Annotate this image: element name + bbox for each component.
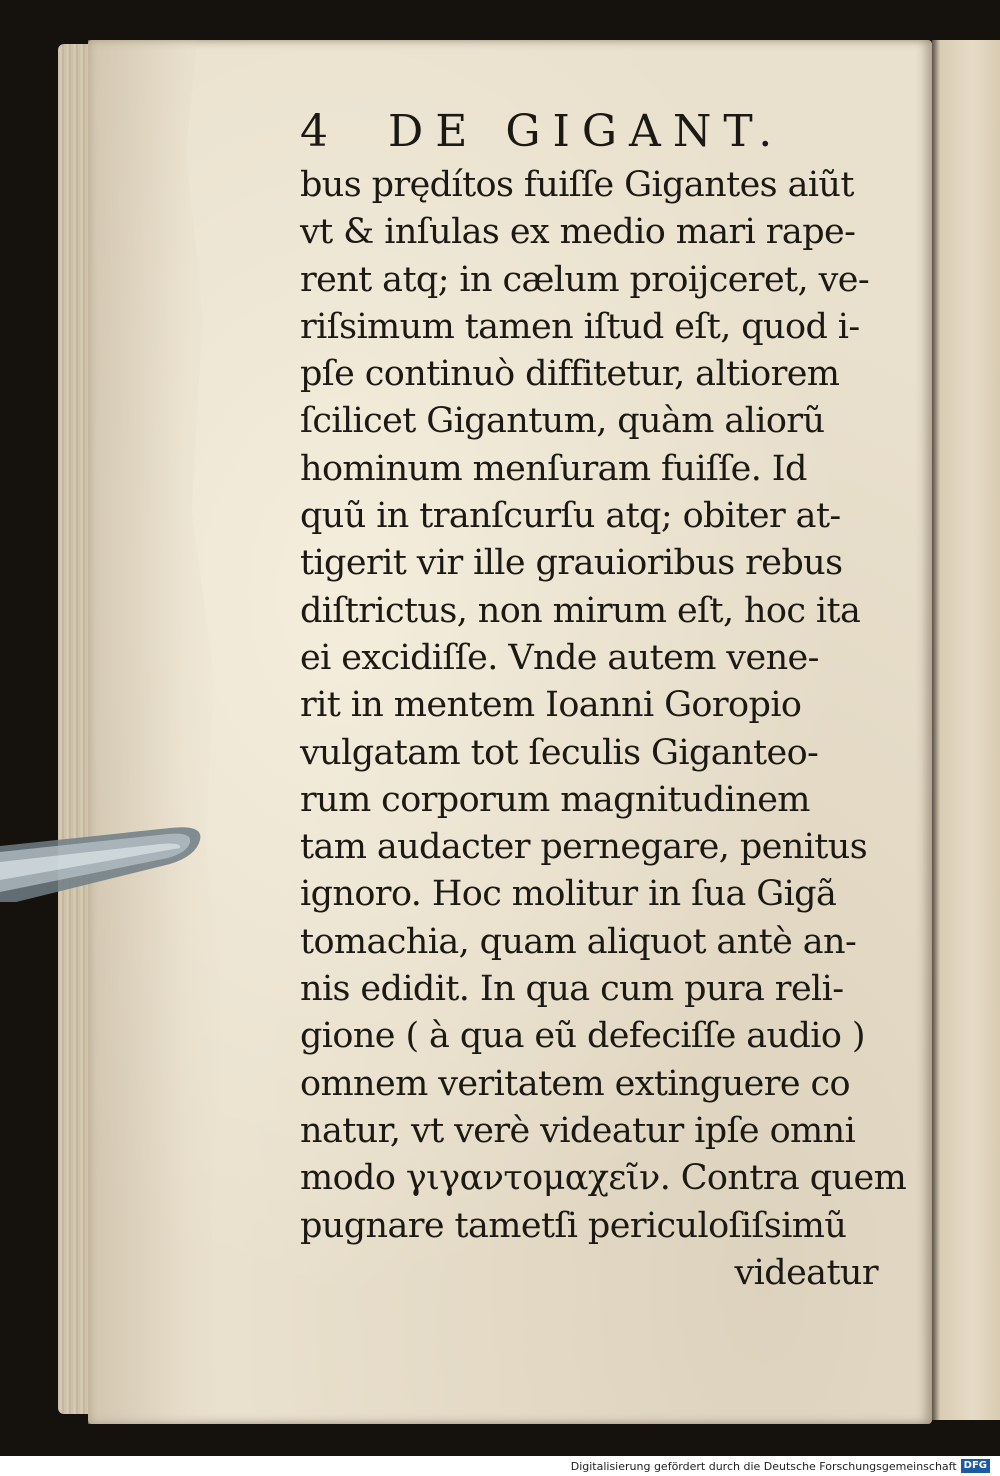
footer-bar [0, 1456, 1000, 1476]
text-line: diſtrictus, non mirum eſt, hoc ita [300, 590, 861, 631]
text-line: vt & inſulas ex medio mari rape- [300, 212, 856, 253]
text-line: vulgatam tot ſeculis Giganteo- [300, 732, 819, 773]
catchword: videatur [734, 1252, 878, 1293]
text-line: hominum menſuram fuiſſe. Id [300, 448, 807, 489]
body-text [300, 162, 907, 1297]
text-line: ſcilicet Gigantum, quàm aliorũ [300, 401, 825, 442]
text-line: pſe continuò diffitetur, altiorem [300, 354, 840, 395]
page-clip-icon [0, 822, 205, 902]
page-text-block [300, 100, 907, 1297]
page-number: 4 [300, 105, 334, 157]
text-line: riſsimum tamen iſtud eſt, quod i- [300, 306, 860, 347]
text-line: tigerit vir ille grauioribus rebus [300, 543, 843, 584]
text-line: ei excidiſſe. Vnde autem vene- [300, 637, 819, 678]
text-line: tam audacter pernegare, penitus [300, 827, 868, 868]
text-line: rit in mentem Ioanni Goropio [300, 685, 802, 726]
text-line: bus prędítos fuiſſe Gigantes aiũt [300, 165, 854, 205]
text-line: tomachia, quam aliquot antè an- [300, 921, 857, 962]
text-line: natur, vt verè videatur ipſe omni [300, 1110, 856, 1151]
facing-page-edge [932, 40, 1000, 1420]
text-line: ignoro. Hoc molitur in ſua Gigã [300, 874, 837, 915]
text-line: nis edidit. In qua cum pura reli- [300, 969, 844, 1010]
text-line: gione ( à qua eũ defeciſſe audio ) [300, 1016, 865, 1057]
running-header [300, 100, 900, 162]
text-line: omnem veritatem extinguere co [300, 1063, 851, 1104]
running-title: DE GIGANT. [388, 105, 785, 157]
text-line: pugnare tametſi periculoſiſsimũ [300, 1205, 847, 1246]
text-line: modo γιγαντομαχεῖν. Contra quem [300, 1158, 907, 1199]
funding-credit: Digitalisierung gefördert durch die Deutsche Forschungsgemeinschaft [570, 1459, 957, 1473]
text-line: rent atq; in cælum proijceret, ve- [300, 259, 870, 300]
text-line: rum corporum magnitudinem [300, 779, 810, 820]
text-line: quũ in tranſcurſu atq; obiter at- [300, 496, 841, 537]
dfg-logo: DFG [961, 1459, 990, 1473]
